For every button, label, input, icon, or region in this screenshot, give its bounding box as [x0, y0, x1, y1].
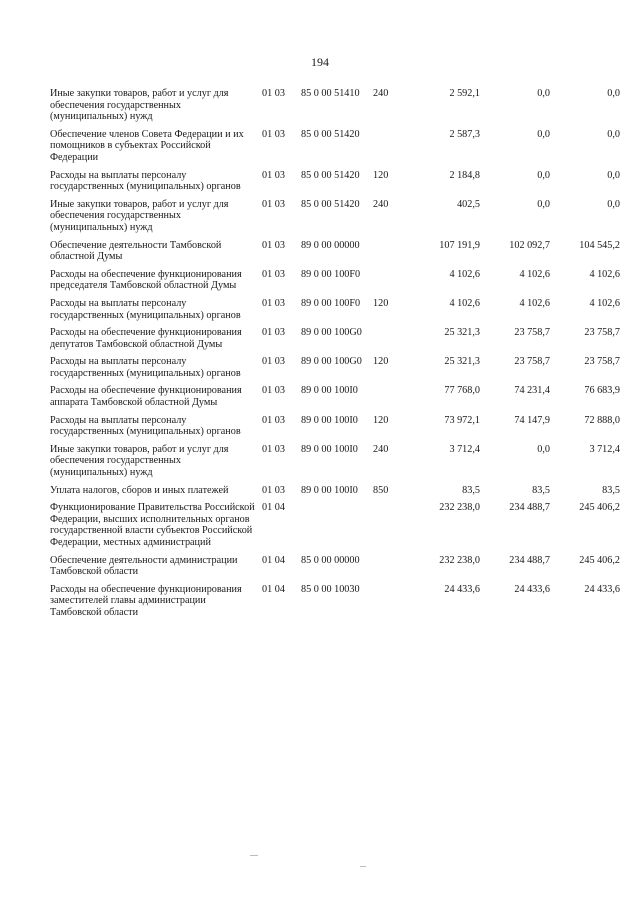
row-amount-year-3: 245 406,2	[579, 502, 620, 514]
row-amount-year-2: 83,5	[532, 484, 550, 496]
row-name: Расходы на обеспечение функционирования аппарата Тамбовской областной Думы	[50, 385, 242, 409]
scan-mark	[360, 866, 366, 867]
row-amount-year-2: 4 102,6	[519, 268, 550, 280]
row-target-article: 85 0 00 51410	[301, 88, 360, 99]
row-target-article: 85 0 00 51420	[301, 198, 360, 210]
row-section-code: 01 03	[262, 385, 285, 397]
row-expense-type: 240	[373, 443, 389, 455]
table-row	[50, 485, 620, 503]
row-amount-year-2: 23 758,7	[514, 327, 550, 339]
table-row	[50, 502, 620, 554]
table-body	[50, 88, 620, 625]
row-amount-year-3: 245 406,2	[579, 554, 620, 566]
row-section-code: 01 03	[262, 327, 285, 339]
table-row	[50, 444, 620, 485]
row-amount-year-1: 107 191,9	[439, 239, 480, 251]
page-number: 194	[311, 55, 329, 69]
row-amount-year-3: 24 433,6	[584, 583, 620, 595]
row-amount-year-2: 74 147,9	[514, 414, 550, 426]
row-amount-year-3: 72 888,0	[584, 414, 620, 426]
row-amount-year-2: 4 102,6	[519, 297, 550, 309]
row-name: Обеспечение деятельности администрации Тамбовской области	[50, 554, 238, 578]
row-expense-type: 850	[373, 484, 389, 496]
row-target-article: 85 0 00 10030	[301, 583, 360, 595]
row-target-article: 89 0 00 100F0	[301, 268, 361, 280]
row-name: Расходы на выплаты персоналу государственных (муниципальных) органов	[50, 297, 241, 321]
row-amount-year-2: 23 758,7	[514, 356, 550, 368]
row-amount-year-1: 2 587,3	[449, 128, 480, 140]
row-amount-year-3: 0,0	[607, 88, 620, 99]
row-amount-year-3: 3 712,4	[589, 443, 620, 455]
table-row	[50, 298, 620, 327]
row-name: Уплата налогов, сборов и иных платежей	[50, 484, 229, 496]
row-amount-year-1: 2 184,8	[449, 169, 480, 181]
row-expense-type: 120	[373, 414, 389, 426]
row-expense-type: 240	[373, 88, 389, 99]
row-amount-year-1: 24 433,6	[444, 583, 480, 595]
row-section-code: 01 03	[262, 414, 285, 426]
row-amount-year-3: 4 102,6	[589, 268, 620, 280]
row-section-code: 01 03	[262, 88, 285, 99]
row-amount-year-3: 0,0	[607, 198, 620, 210]
row-expense-type: 120	[373, 169, 389, 181]
row-name: Расходы на обеспечение функционирования председателя Тамбовской областной Думы	[50, 268, 242, 292]
row-amount-year-2: 0,0	[537, 443, 550, 455]
row-name: Иные закупки товаров, работ и услуг для обеспечения государственных (муниципальных) нужд	[50, 443, 229, 479]
row-amount-year-3: 0,0	[607, 169, 620, 181]
row-amount-year-1: 25 321,3	[444, 327, 480, 339]
budget-table	[50, 88, 620, 625]
row-name: Расходы на выплаты персоналу государственных (муниципальных) органов	[50, 356, 241, 379]
row-amount-year-3: 23 758,7	[584, 356, 620, 368]
row-target-article: 89 0 00 100G0	[301, 327, 362, 339]
row-name: Обеспечение членов Совета Федерации и их помощников в субъектах Российской Федерации	[50, 128, 244, 163]
row-amount-year-3: 83,5	[602, 484, 620, 496]
row-name: Обеспечение деятельности Тамбовской областной Думы	[50, 239, 222, 263]
table-row	[50, 356, 620, 385]
row-target-article: 89 0 00 00000	[301, 239, 360, 251]
row-section-code: 01 03	[262, 198, 285, 210]
row-target-article	[297, 502, 373, 554]
row-amount-year-1: 4 102,6	[449, 268, 480, 280]
row-section-code: 01 03	[262, 268, 285, 280]
row-target-article: 89 0 00 100G0	[301, 356, 362, 368]
row-section-code: 01 03	[262, 443, 285, 455]
row-section-code: 01 03	[262, 169, 285, 181]
table-row	[50, 385, 620, 414]
row-target-article: 89 0 00 100I0	[301, 385, 358, 397]
row-expense-type	[373, 240, 407, 269]
table-row	[50, 170, 620, 199]
row-target-article: 89 0 00 100I0	[301, 414, 358, 426]
table-row	[50, 555, 620, 584]
row-name: Расходы на обеспечение функционирования заместителей главы администрации Тамбовской области	[50, 583, 242, 618]
row-name: Расходы на выплаты персоналу государственных (муниципальных) органов	[50, 414, 241, 438]
row-expense-type	[373, 269, 407, 298]
row-amount-year-3: 0,0	[607, 128, 620, 140]
row-section-code: 01 04	[262, 583, 285, 595]
row-amount-year-3: 23 758,7	[584, 327, 620, 339]
row-amount-year-2: 0,0	[537, 128, 550, 140]
row-expense-type: 240	[373, 198, 389, 210]
row-expense-type	[373, 327, 407, 356]
table-row	[50, 584, 620, 625]
row-amount-year-1: 2 592,1	[449, 88, 480, 99]
row-name: Расходы на выплаты персоналу государственных (муниципальных) органов	[50, 169, 241, 193]
row-name: Иные закупки товаров, работ и услуг для обеспечения государственных (муниципальных) нужд	[50, 88, 229, 123]
row-amount-year-3: 104 545,2	[579, 239, 620, 251]
row-amount-year-3: 76 683,9	[584, 385, 620, 397]
row-amount-year-1: 77 768,0	[444, 385, 480, 397]
row-amount-year-2: 0,0	[537, 169, 550, 181]
row-amount-year-1: 232 238,0	[439, 502, 480, 514]
table-row	[50, 88, 620, 129]
row-amount-year-1: 402,5	[457, 198, 480, 210]
scan-mark	[250, 855, 258, 856]
table-row	[50, 415, 620, 444]
row-expense-type	[373, 555, 407, 584]
row-amount-year-2: 234 488,7	[509, 554, 550, 566]
row-section-code: 01 03	[262, 239, 285, 251]
row-expense-type	[373, 584, 407, 625]
row-expense-type: 120	[373, 356, 389, 368]
row-section-code: 01 03	[262, 484, 285, 496]
row-section-code: 01 04	[262, 502, 285, 514]
table-row	[50, 129, 620, 170]
row-name: Расходы на обеспечение функционирования депутатов Тамбовской областной Думы	[50, 327, 242, 350]
row-expense-type: 120	[373, 297, 389, 309]
row-amount-year-3: 4 102,6	[589, 297, 620, 309]
row-expense-type	[373, 502, 407, 554]
row-name: Иные закупки товаров, работ и услуг для обеспечения государственных (муниципальных) нужд	[50, 198, 229, 233]
row-target-article: 85 0 00 51420	[301, 169, 360, 181]
row-section-code: 01 03	[262, 297, 285, 309]
row-amount-year-1: 3 712,4	[449, 443, 480, 455]
row-amount-year-1: 232 238,0	[439, 554, 480, 566]
row-target-article: 85 0 00 51420	[301, 128, 360, 140]
row-amount-year-1: 83,5	[462, 484, 480, 496]
row-section-code: 01 04	[262, 554, 285, 566]
row-name: Функционирование Правительства Российской Федерации, высших исполнительных органов государственной власти субъектов Российской Федерации, местных администраций	[50, 502, 255, 548]
row-amount-year-1: 73 972,1	[444, 414, 480, 426]
row-amount-year-2: 234 488,7	[509, 502, 550, 514]
row-amount-year-2: 24 433,6	[514, 583, 550, 595]
row-expense-type	[373, 129, 407, 170]
row-target-article: 89 0 00 100I0	[301, 484, 358, 496]
table-row	[50, 199, 620, 240]
row-target-article: 89 0 00 100F0	[301, 297, 361, 309]
row-target-article: 89 0 00 100I0	[301, 443, 358, 455]
table-row	[50, 240, 620, 269]
row-target-article: 85 0 00 00000	[301, 554, 360, 566]
row-amount-year-2: 0,0	[537, 88, 550, 99]
row-amount-year-2: 102 092,7	[509, 239, 550, 251]
row-amount-year-2: 0,0	[537, 198, 550, 210]
row-amount-year-2: 74 231,4	[514, 385, 550, 397]
row-section-code: 01 03	[262, 128, 285, 140]
table-row	[50, 327, 620, 356]
row-amount-year-1: 4 102,6	[449, 297, 480, 309]
table-row	[50, 269, 620, 298]
row-amount-year-1: 25 321,3	[444, 356, 480, 368]
row-section-code: 01 03	[262, 356, 285, 368]
row-expense-type	[373, 385, 407, 414]
